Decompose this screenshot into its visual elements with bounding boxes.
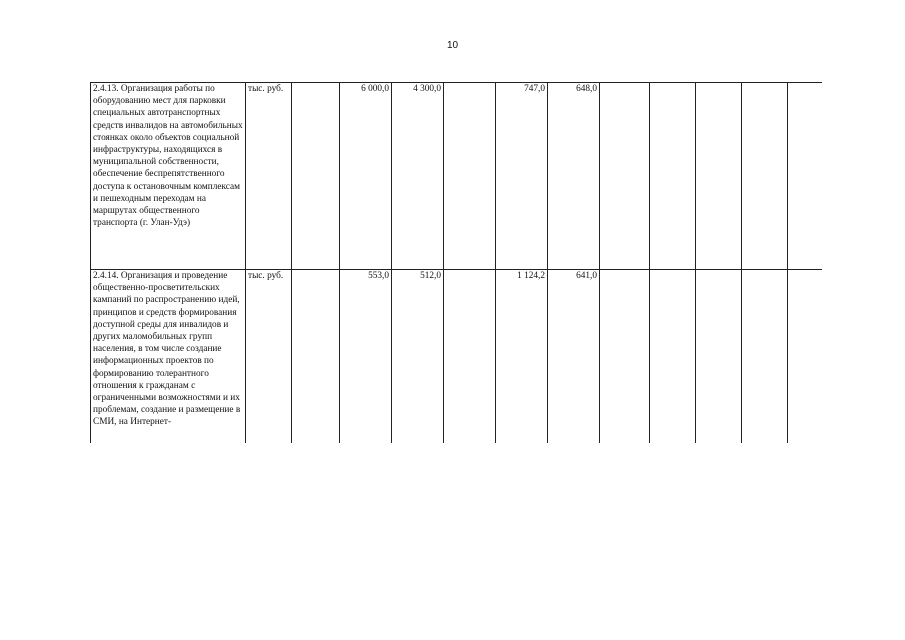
value-cell: 4 300,0 [392,83,444,270]
value-cell [788,83,823,270]
value-cell [650,83,696,270]
activity-name-cell: 2.4.14. Организация и проведение общественно-просветительских кампаний по распространению идей, принципов и средств формирования доступной среды для инвалидов и других маломобильных групп населения, в том числе создание информационных проектов по формированию толерантного отношения к гражданам с ограниченными возможностями и их проблемам, создание и размещение в СМИ, на Интернет- [91,270,246,444]
value-cell [650,270,696,444]
value-cell: 553,0 [340,270,392,444]
table-row [91,83,823,270]
value-cell [292,83,340,270]
value-cell: 512,0 [392,270,444,444]
unit-cell: тыс. руб. [246,83,292,270]
table-row [91,270,823,444]
value-cell [600,83,650,270]
page-number: 10 [446,40,459,51]
value-cell [696,270,742,444]
value-cell [742,270,788,444]
value-cell [696,83,742,270]
value-cell [292,270,340,444]
value-cell: 641,0 [548,270,600,444]
value-cell: 6 000,0 [340,83,392,270]
value-cell [444,83,496,270]
value-cell [788,270,823,444]
activity-name-cell: 2.4.13. Организация работы по оборудованию мест для парковки специальных автотранспортных средств инвалидов на автомобильных стоянках около объектов социальной инфраструктуры, находящихся в муниципальной собственности, обеспечение беспрепятственного доступа к остановочным комплексам и пешеходным переходам на маршрутах общественного транспорта (г. Улан-Удэ) [91,83,246,270]
value-cell: 1 124,2 [496,270,548,444]
value-cell [444,270,496,444]
value-cell: 747,0 [496,83,548,270]
unit-cell: тыс. руб. [246,270,292,444]
value-cell [742,83,788,270]
value-cell: 648,0 [548,83,600,270]
program-table [90,82,822,443]
value-cell [600,270,650,444]
